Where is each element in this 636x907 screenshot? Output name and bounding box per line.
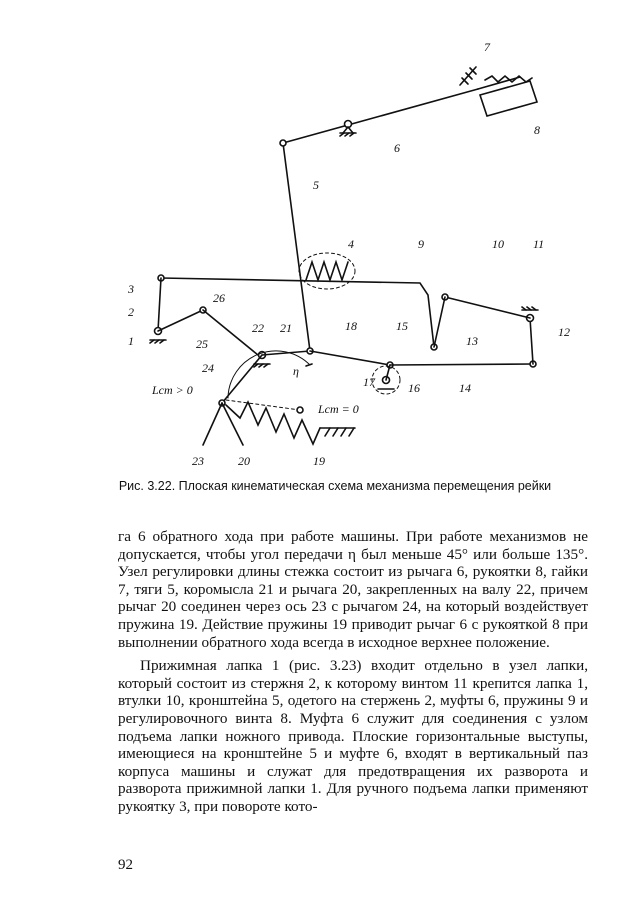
lever-6	[283, 89, 478, 143]
link-3	[158, 278, 161, 331]
label-23: 23	[192, 454, 204, 468]
paragraph-1: га 6 обратного хода при работе машины. При работе механизмов не допускается, чтобы угол передачи η был меньше 45° или больше 135°. Узел регулировки длины стежка состоит из рычага 6, рукоятки 8, гайки 7, тяги 5, коромысла 21 и рычага 20, закрепленных на валу 22, причем рычаг 20 соединен через ось 23 с рычагом 24, на который воздействует пружина 19. Действие пружины 19 приводит рычаг 6 с рукояткой 8 при выполнении обратного хода всегда в исходное верхнее положение.	[118, 528, 588, 651]
body-text	[118, 528, 588, 816]
label-3: 3	[128, 282, 134, 296]
label-2: 2	[128, 305, 134, 319]
label-lst-zero: Lст = 0	[318, 402, 359, 416]
label-14: 14	[459, 381, 471, 395]
label-15: 15	[396, 319, 408, 333]
label-5: 5	[313, 178, 319, 192]
label-21: 21	[280, 321, 292, 335]
label-12: 12	[558, 325, 570, 339]
label-10: 10	[492, 237, 504, 251]
label-4: 4	[348, 237, 354, 251]
lever-23	[203, 403, 222, 445]
label-eta: η	[293, 364, 299, 378]
label-11: 11	[533, 237, 545, 251]
link-5	[283, 143, 310, 351]
label-18: 18	[345, 319, 357, 333]
link-14	[390, 364, 533, 365]
label-17: 17	[363, 375, 375, 389]
lever-24	[222, 355, 262, 403]
label-8: 8	[534, 123, 540, 137]
label-1: 1	[128, 334, 134, 348]
link-26	[203, 310, 258, 355]
label-6: 6	[394, 141, 400, 155]
link-13	[434, 297, 445, 347]
paragraph-2: Прижимная лапка 1 (рис. 3.23) входит отдельно в узел лапки, который состоит из стержня 2, к которому винтом 11 крепится лапка 1, втулки 10, кронштейна 5, одетого на стержень 2, муфты 6, пружины 9 и регулировочного винта 8. Муфта 6 служит для соединения с узлом подъема лапки ножного привода. Плоские горизонтальные выступы, имеющиеся на кронштейне 5 и муфте 6, входят в вертикальный паз корпуса машины и служат для предотвращения их разворота и разворота прижимной лапки 1. Для ручного подъема лапки применяют рукоятку 3, при повороте кото-	[118, 657, 588, 815]
label-7: 7	[484, 40, 490, 54]
spring-4	[306, 262, 348, 280]
label-22: 22	[252, 321, 264, 335]
link-18	[310, 351, 390, 365]
figure-caption: Рис. 3.22. Плоская кинематическая схема механизма перемещения рейки	[118, 479, 552, 493]
label-26: 26	[213, 291, 225, 305]
label-24: 24	[202, 361, 214, 375]
page-number: 92	[118, 857, 133, 873]
label-16: 16	[408, 381, 420, 395]
lever-20	[222, 403, 243, 445]
label-13: 13	[466, 334, 478, 348]
link-12	[530, 318, 533, 364]
label-25: 25	[196, 337, 208, 351]
link-2	[158, 310, 203, 331]
link-10	[445, 297, 530, 318]
label-20: 20	[238, 454, 250, 468]
label-19: 19	[313, 454, 325, 468]
label-9: 9	[418, 237, 424, 251]
label-lst-positive: Lст > 0	[152, 383, 193, 397]
